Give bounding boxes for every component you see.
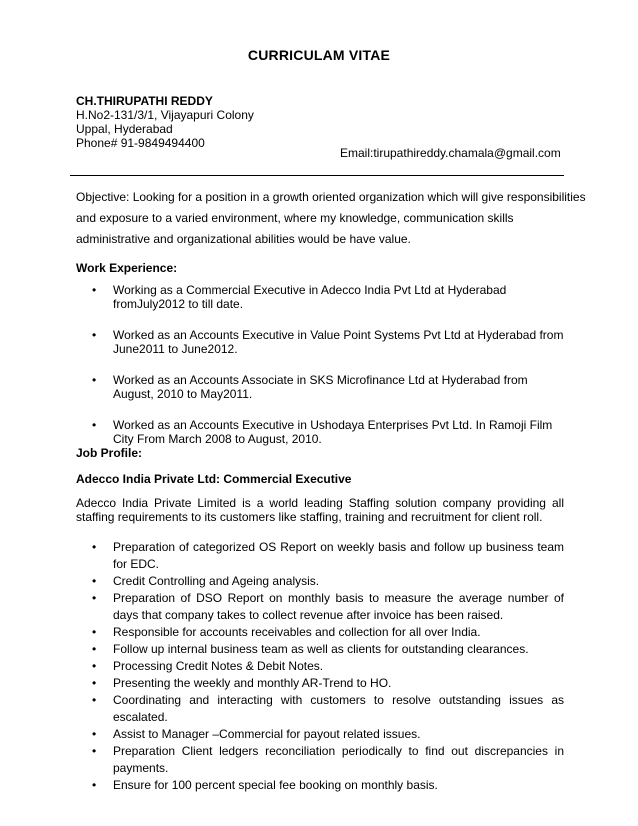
job-profile-heading: Job Profile: <box>76 446 143 460</box>
document-title: CURRICULAM VITAE <box>247 47 391 63</box>
duty-item <box>76 590 564 624</box>
duty-item <box>76 658 564 675</box>
work-experience-item <box>76 418 564 446</box>
bullet-icon: • <box>92 744 97 758</box>
objective-line: Objective: Looking for a position in a growth oriented organization which will give responsibilities <box>76 190 586 204</box>
work-experience-item <box>76 283 564 311</box>
objective-line: and exposure to a varied environment, where my knowledge, communication skills <box>76 211 514 225</box>
work-experience-item <box>76 328 564 356</box>
bullet-icon: • <box>92 676 97 690</box>
duty-item <box>76 743 564 777</box>
duty-item <box>76 777 564 794</box>
duty-item <box>76 692 564 726</box>
bullet-icon: • <box>92 418 97 432</box>
phone-line: Phone# 91-9849494400 <box>76 136 205 150</box>
bullet-icon: • <box>92 727 97 741</box>
duty-item <box>76 573 564 590</box>
work-experience-text: Worked as an Accounts Associate in SKS Microfinance Ltd at Hyderabad from August, 2010 to May2011. <box>113 373 528 401</box>
duty-text: Presenting the weekly and monthly AR-Trend to HO. <box>113 676 392 690</box>
bullet-icon: • <box>92 283 97 297</box>
bullet-icon: • <box>92 328 97 342</box>
duty-text: Preparation Client ledgers reconciliation periodically to find out discrepancies in payments. <box>113 744 564 775</box>
duty-item <box>76 675 564 692</box>
duty-text: Credit Controlling and Ageing analysis. <box>113 574 320 588</box>
bullet-icon: • <box>92 778 97 792</box>
bullet-icon: • <box>92 373 97 387</box>
objective-line: administrative and organizational abilities would be have value. <box>76 232 411 246</box>
company-intro-paragraph: Adecco India Private Limited is a world leading Staffing solution company providing all staffing requirements to its customers like staffing, training and recruitment for client roll. <box>76 496 564 524</box>
work-experience-item <box>76 373 564 401</box>
duties-list <box>76 539 564 794</box>
bullet-icon: • <box>92 625 97 639</box>
bullet-icon: • <box>92 540 97 554</box>
duty-item <box>76 641 564 658</box>
work-experience-list <box>76 283 564 463</box>
bullet-icon: • <box>92 693 97 707</box>
address-line: H.No2-131/3/1, Vijayapuri Colony <box>76 108 254 122</box>
duty-text: Processing Credit Notes & Debit Notes. <box>113 659 324 673</box>
job-profile-subheading: Adecco India Private Ltd: Commercial Executive <box>76 472 352 486</box>
duty-text: Preparation of DSO Report on monthly basis to measure the average number of days that company takes to collect revenue after invoice has been raised. <box>113 591 564 622</box>
address-block <box>76 108 254 150</box>
work-experience-text: Working as a Commercial Executive in Adecco India Pvt Ltd at Hyderabad fromJuly2012 to till date. <box>113 283 507 311</box>
duty-item <box>76 539 564 573</box>
bullet-icon: • <box>92 591 97 605</box>
duty-text: Preparation of categorized OS Report on weekly basis and follow up business team for EDC. <box>113 540 564 571</box>
work-experience-text: Worked as an Accounts Executive in Value Point Systems Pvt Ltd at Hyderabad from June2011 to June2012. <box>113 328 564 356</box>
work-experience-heading: Work Experience: <box>76 261 178 275</box>
objective-paragraph <box>76 187 586 250</box>
duty-text: Coordinating and interacting with customers to resolve outstanding issues as escalated. <box>113 693 564 724</box>
duty-item <box>76 624 564 641</box>
duty-text: Follow up internal business team as well as clients for outstanding clearances. <box>113 642 529 656</box>
address-line: Uppal, Hyderabad <box>76 122 173 136</box>
bullet-icon: • <box>92 659 97 673</box>
candidate-name: CH.THIRUPATHI REDDY <box>76 94 213 108</box>
email-line: Email:tirupathireddy.chamala@gmail.com <box>340 146 561 160</box>
divider-rule <box>70 175 564 176</box>
duty-text: Ensure for 100 percent special fee booking on monthly basis. <box>113 778 438 792</box>
bullet-icon: • <box>92 574 97 588</box>
work-experience-text: Worked as an Accounts Executive in Ushodaya Enterprises Pvt Ltd. In Ramoji Film City From March 2008 to August, 2010. <box>113 418 553 446</box>
duty-text: Responsible for accounts receivables and collection for all over India. <box>113 625 481 639</box>
duty-item <box>76 726 564 743</box>
duty-text: Assist to Manager –Commercial for payout related issues. <box>113 727 421 741</box>
bullet-icon: • <box>92 642 97 656</box>
